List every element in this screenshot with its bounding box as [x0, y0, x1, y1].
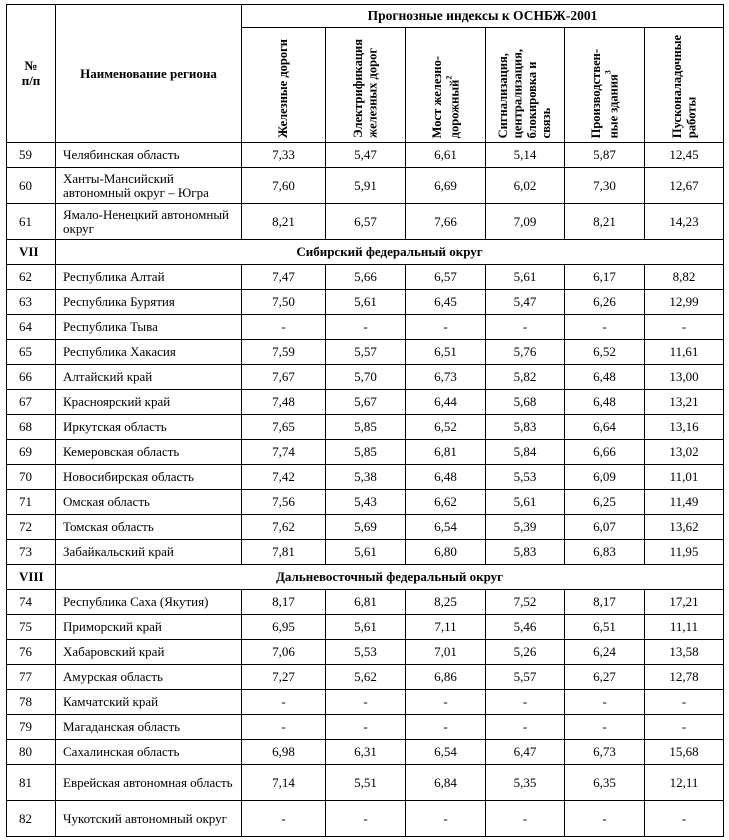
region-name: Республика Хакасия — [56, 340, 242, 365]
index-value: 12,67 — [645, 168, 724, 204]
index-value: 6,24 — [565, 640, 645, 665]
region-name: Кемеровская область — [56, 440, 242, 465]
index-value: - — [406, 801, 486, 837]
index-value: 6,45 — [406, 290, 486, 315]
index-value: - — [645, 715, 724, 740]
index-value: 5,61 — [326, 290, 406, 315]
index-value: 11,61 — [645, 340, 724, 365]
row-number-header — [7, 5, 56, 143]
index-value: 5,61 — [326, 540, 406, 565]
index-value: 7,47 — [242, 265, 326, 290]
index-value: 6,07 — [565, 515, 645, 540]
index-value: - — [326, 315, 406, 340]
index-value: 5,39 — [486, 515, 565, 540]
row-number: 82 — [7, 801, 56, 837]
index-value: - — [486, 715, 565, 740]
table-row — [7, 315, 724, 340]
table-row — [7, 615, 724, 640]
index-value: 5,57 — [326, 340, 406, 365]
index-value: 12,99 — [645, 290, 724, 315]
index-value: 5,67 — [326, 390, 406, 415]
index-value: 7,06 — [242, 640, 326, 665]
index-value: 6,54 — [406, 740, 486, 765]
index-value: 6,48 — [565, 390, 645, 415]
index-value: - — [406, 690, 486, 715]
section-title: Сибирский федеральный округ — [56, 240, 724, 265]
index-value: 6,62 — [406, 490, 486, 515]
section-row — [7, 565, 724, 590]
table-row — [7, 640, 724, 665]
region-name: Магаданская область — [56, 715, 242, 740]
index-value: 5,70 — [326, 365, 406, 390]
index-value: 7,66 — [406, 204, 486, 240]
index-value: 6,35 — [565, 765, 645, 801]
index-value: 6,57 — [406, 265, 486, 290]
index-value: 11,01 — [645, 465, 724, 490]
index-value: 7,11 — [406, 615, 486, 640]
index-value: - — [242, 690, 326, 715]
index-value: 13,00 — [645, 365, 724, 390]
region-name: Республика Алтай — [56, 265, 242, 290]
index-value: 5,43 — [326, 490, 406, 515]
index-value: 7,62 — [242, 515, 326, 540]
table-row — [7, 365, 724, 390]
index-value: 5,83 — [486, 540, 565, 565]
index-value: 8,21 — [242, 204, 326, 240]
index-value: 8,17 — [565, 590, 645, 615]
table-row — [7, 740, 724, 765]
column-header-3 — [406, 28, 486, 143]
table-row — [7, 168, 724, 204]
index-value: 5,62 — [326, 665, 406, 690]
index-value: 13,21 — [645, 390, 724, 415]
index-value: 13,58 — [645, 640, 724, 665]
index-value: 6,84 — [406, 765, 486, 801]
index-value: 6,51 — [406, 340, 486, 365]
section-id: VII — [7, 240, 56, 265]
index-value: - — [242, 715, 326, 740]
index-value: - — [242, 801, 326, 837]
index-value: 5,85 — [326, 440, 406, 465]
column-header-label — [589, 43, 621, 142]
region-name: Красноярский край — [56, 390, 242, 415]
row-number: 72 — [7, 515, 56, 540]
index-value: - — [565, 315, 645, 340]
index-value: 6,52 — [406, 415, 486, 440]
index-value: 6,80 — [406, 540, 486, 565]
table-row — [7, 540, 724, 565]
index-value: - — [565, 690, 645, 715]
table-row — [7, 490, 724, 515]
row-number: 69 — [7, 440, 56, 465]
index-value: 5,57 — [486, 665, 565, 690]
section-id: VIII — [7, 565, 56, 590]
column-header-text: Производствен- ные здания — [588, 48, 621, 138]
index-value: 6,61 — [406, 143, 486, 168]
index-value: 6,95 — [242, 615, 326, 640]
index-value: 14,23 — [645, 204, 724, 240]
index-value: 6,17 — [565, 265, 645, 290]
index-value: - — [326, 801, 406, 837]
index-value: 5,91 — [326, 168, 406, 204]
column-header-1 — [242, 28, 326, 143]
table-row — [7, 765, 724, 801]
index-value: 6,64 — [565, 415, 645, 440]
region-name: Челябинская область — [56, 143, 242, 168]
table-row — [7, 715, 724, 740]
index-value: 13,02 — [645, 440, 724, 465]
index-value: 5,69 — [326, 515, 406, 540]
index-value: 7,52 — [486, 590, 565, 615]
forecast-indices-header: Прогнозные индексы к ОСНБЖ-2001 — [242, 5, 724, 28]
column-header-2 — [326, 28, 406, 143]
row-number: 70 — [7, 465, 56, 490]
region-name: Чукотский автономный округ — [56, 801, 242, 837]
index-value: 6,48 — [406, 465, 486, 490]
footnote-marker: 2 — [443, 75, 453, 80]
index-value: 5,61 — [326, 615, 406, 640]
table-body — [7, 143, 724, 837]
index-value: 5,82 — [486, 365, 565, 390]
table-row — [7, 265, 724, 290]
index-value: 6,81 — [326, 590, 406, 615]
row-number: 65 — [7, 340, 56, 365]
row-number: 61 — [7, 204, 56, 240]
index-value: 7,67 — [242, 365, 326, 390]
row-number: 80 — [7, 740, 56, 765]
row-number: 76 — [7, 640, 56, 665]
index-value: 11,11 — [645, 615, 724, 640]
index-value: 17,21 — [645, 590, 724, 615]
row-number: 63 — [7, 290, 56, 315]
row-number: 74 — [7, 590, 56, 615]
row-number: 67 — [7, 390, 56, 415]
footnote-marker: 3 — [602, 69, 612, 74]
region-name: Еврейская автономная область — [56, 765, 242, 801]
index-value: 5,84 — [486, 440, 565, 465]
table-row — [7, 590, 724, 615]
index-value: - — [645, 315, 724, 340]
region-name: Новосибирская область — [56, 465, 242, 490]
region-name: Иркутская область — [56, 415, 242, 440]
index-value: 5,53 — [486, 465, 565, 490]
row-number-header-line2: п/п — [21, 72, 41, 88]
index-value: 6,44 — [406, 390, 486, 415]
row-number: 62 — [7, 265, 56, 290]
index-value: 6,73 — [406, 365, 486, 390]
column-header-text: Железные дороги — [276, 38, 291, 138]
index-value: - — [645, 690, 724, 715]
index-value: 6,66 — [565, 440, 645, 465]
region-name: Сахалинская область — [56, 740, 242, 765]
index-value: 7,50 — [242, 290, 326, 315]
row-number: 71 — [7, 490, 56, 515]
index-value: 7,81 — [242, 540, 326, 565]
index-value: - — [486, 690, 565, 715]
index-value: 5,61 — [486, 490, 565, 515]
index-value: 7,27 — [242, 665, 326, 690]
index-value: 7,60 — [242, 168, 326, 204]
region-name: Томская область — [56, 515, 242, 540]
region-name: Забайкальский край — [56, 540, 242, 565]
region-name: Приморский край — [56, 615, 242, 640]
index-value: 6,69 — [406, 168, 486, 204]
index-value: 5,46 — [486, 615, 565, 640]
column-header-label — [496, 43, 554, 142]
table-row — [7, 340, 724, 365]
index-value: 5,87 — [565, 143, 645, 168]
index-value: 8,82 — [645, 265, 724, 290]
table-row — [7, 204, 724, 240]
index-value: 6,51 — [565, 615, 645, 640]
column-header-label — [670, 29, 699, 142]
column-header-text: Сигнализация, централизация, блокировка и связь — [496, 48, 554, 138]
region-name: Ямало-Ненецкий автономный округ — [56, 204, 242, 240]
index-value: - — [406, 715, 486, 740]
index-value: 7,56 — [242, 490, 326, 515]
index-value: 5,51 — [326, 765, 406, 801]
index-value: 6,54 — [406, 515, 486, 540]
table-header — [7, 5, 724, 143]
index-value: 5,35 — [486, 765, 565, 801]
region-name: Республика Саха (Якутия) — [56, 590, 242, 615]
table-row — [7, 440, 724, 465]
index-value: 13,16 — [645, 415, 724, 440]
column-header-label — [430, 50, 462, 142]
index-value: 7,01 — [406, 640, 486, 665]
index-value: 6,25 — [565, 490, 645, 515]
index-value: 5,76 — [486, 340, 565, 365]
index-value: 8,25 — [406, 590, 486, 615]
index-value: 13,62 — [645, 515, 724, 540]
index-value: 6,98 — [242, 740, 326, 765]
index-value: 6,02 — [486, 168, 565, 204]
index-value: 5,38 — [326, 465, 406, 490]
index-value: 5,85 — [326, 415, 406, 440]
index-value: 7,33 — [242, 143, 326, 168]
index-value: - — [326, 690, 406, 715]
row-number: 66 — [7, 365, 56, 390]
index-value: 11,49 — [645, 490, 724, 515]
index-value: 7,74 — [242, 440, 326, 465]
region-name: Омская область — [56, 490, 242, 515]
region-name: Амурская область — [56, 665, 242, 690]
region-name: Алтайский край — [56, 365, 242, 390]
row-number: 79 — [7, 715, 56, 740]
index-value: 5,53 — [326, 640, 406, 665]
index-value: 7,14 — [242, 765, 326, 801]
table-row — [7, 143, 724, 168]
index-value: 6,09 — [565, 465, 645, 490]
index-value: 12,45 — [645, 143, 724, 168]
table-row — [7, 665, 724, 690]
column-header-6 — [645, 28, 724, 143]
region-name-header: Наименование региона — [56, 5, 242, 143]
row-number: 77 — [7, 665, 56, 690]
index-value: 15,68 — [645, 740, 724, 765]
index-value: 6,81 — [406, 440, 486, 465]
index-value: 12,11 — [645, 765, 724, 801]
region-name: Республика Бурятия — [56, 290, 242, 315]
index-value: 5,47 — [326, 143, 406, 168]
index-value: 7,65 — [242, 415, 326, 440]
row-number: 64 — [7, 315, 56, 340]
column-header-label — [351, 33, 380, 142]
row-number: 78 — [7, 690, 56, 715]
row-number: 73 — [7, 540, 56, 565]
index-value: 7,42 — [242, 465, 326, 490]
section-row — [7, 240, 724, 265]
table-row — [7, 390, 724, 415]
table-row — [7, 415, 724, 440]
table-row — [7, 515, 724, 540]
index-value: - — [486, 801, 565, 837]
row-number: 68 — [7, 415, 56, 440]
row-number: 75 — [7, 615, 56, 640]
column-header-label — [276, 33, 290, 142]
index-value: 6,26 — [565, 290, 645, 315]
index-value: 8,17 — [242, 590, 326, 615]
index-value: 5,68 — [486, 390, 565, 415]
index-value: 12,78 — [645, 665, 724, 690]
index-value: - — [565, 801, 645, 837]
index-value: - — [645, 801, 724, 837]
column-header-5 — [565, 28, 645, 143]
index-value: 6,83 — [565, 540, 645, 565]
column-header-text: Пусконаладочные работы — [669, 34, 699, 138]
index-value: 5,14 — [486, 143, 565, 168]
regional-index-table — [6, 4, 724, 837]
index-value: 6,27 — [565, 665, 645, 690]
index-value: - — [242, 315, 326, 340]
region-name: Камчатский край — [56, 690, 242, 715]
region-name: Республика Тыва — [56, 315, 242, 340]
index-value: 6,48 — [565, 365, 645, 390]
table-row — [7, 690, 724, 715]
column-header-4 — [486, 28, 565, 143]
index-value: 6,73 — [565, 740, 645, 765]
index-value: 7,59 — [242, 340, 326, 365]
region-name: Хабаровский край — [56, 640, 242, 665]
table-row — [7, 465, 724, 490]
column-header-text: Электрификация железных дорог — [351, 39, 380, 138]
index-value: - — [565, 715, 645, 740]
index-value: 7,30 — [565, 168, 645, 204]
index-value: 7,09 — [486, 204, 565, 240]
table-row — [7, 290, 724, 315]
column-header-text: Мост железно- дорожный — [429, 55, 462, 138]
index-value: 5,26 — [486, 640, 565, 665]
index-value: 6,52 — [565, 340, 645, 365]
section-title: Дальневосточный федеральный округ — [56, 565, 724, 590]
index-value: 6,86 — [406, 665, 486, 690]
index-value: - — [326, 715, 406, 740]
index-value: - — [406, 315, 486, 340]
table-row — [7, 801, 724, 837]
index-value: 6,47 — [486, 740, 565, 765]
index-value: 5,83 — [486, 415, 565, 440]
index-value: 5,66 — [326, 265, 406, 290]
row-number: 81 — [7, 765, 56, 801]
region-name: Ханты-Мансийский автономный округ – Югра — [56, 168, 242, 204]
index-value: - — [486, 315, 565, 340]
index-value: 11,95 — [645, 540, 724, 565]
index-value: 6,57 — [326, 204, 406, 240]
index-value: 5,47 — [486, 290, 565, 315]
row-number: 59 — [7, 143, 56, 168]
index-value: 5,61 — [486, 265, 565, 290]
row-number: 60 — [7, 168, 56, 204]
index-value: 7,48 — [242, 390, 326, 415]
index-value: 8,21 — [565, 204, 645, 240]
row-number-header-line1: № — [24, 57, 38, 73]
index-value: 6,31 — [326, 740, 406, 765]
